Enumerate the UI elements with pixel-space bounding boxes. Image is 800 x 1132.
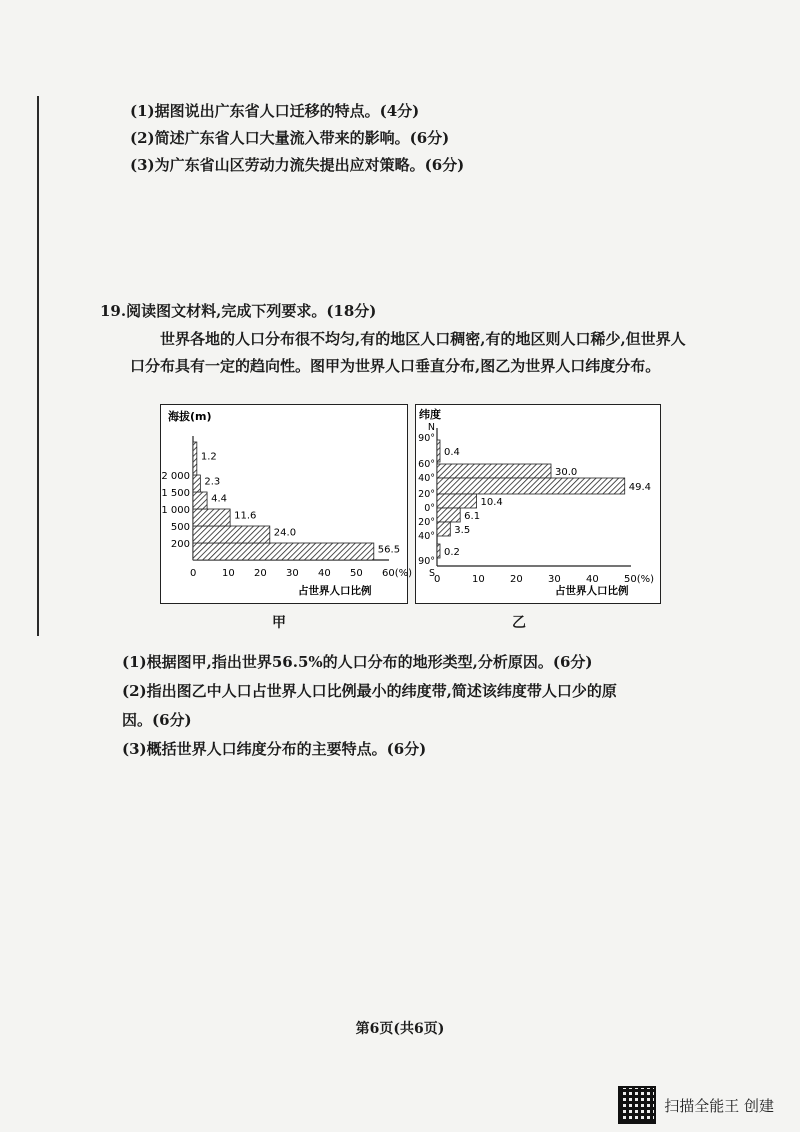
figure-label-yi: 乙 bbox=[512, 615, 526, 631]
chart-yi-x-tick: 20 bbox=[510, 574, 523, 585]
chart-jia-bar bbox=[193, 442, 197, 475]
chart-yi-svg bbox=[415, 404, 661, 604]
q18-item-1: (1)据图说出广东省人口迁移的特点。(4分) bbox=[130, 102, 420, 120]
chart-yi-y-tick: 20° bbox=[418, 489, 435, 500]
chart-jia-ylabel: 海拔(m) bbox=[168, 410, 212, 423]
chart-yi-x-tick: 40 bbox=[586, 574, 599, 585]
chart-jia-y-tick: 1 500 bbox=[161, 488, 190, 499]
chart-yi-bar bbox=[437, 494, 477, 508]
chart-yi-value-label: 3.5 bbox=[454, 525, 471, 536]
chart-jia-x-tick: 0 bbox=[190, 568, 197, 579]
chart-jia-bar bbox=[193, 492, 207, 509]
question-19-material bbox=[130, 326, 700, 380]
chart-jia-y-tick: 1 000 bbox=[161, 505, 190, 516]
chart-yi-ylabel: 纬度 bbox=[419, 408, 441, 421]
chart-jia-y-tick: 2 000 bbox=[161, 471, 190, 482]
chart-jia-value-label: 4.4 bbox=[211, 493, 227, 505]
chart-jia-bar bbox=[193, 475, 200, 492]
chart-yi-bar bbox=[437, 464, 551, 478]
chart-yi-bar bbox=[437, 508, 460, 522]
chart-jia-x-tick: 30 bbox=[286, 568, 299, 579]
chart-jia-value-label: 2.3 bbox=[204, 476, 221, 488]
chart-jia-y-tick: 200 bbox=[170, 539, 190, 550]
binding-margin-line bbox=[37, 96, 39, 636]
watermark-text: 扫描全能王 创建 bbox=[664, 1096, 774, 1115]
chart-yi-bar bbox=[437, 440, 440, 462]
chart-jia-value-label: 1.2 bbox=[200, 451, 217, 463]
chart-yi-y-tick: 60° bbox=[418, 459, 435, 470]
question-19-subquestions bbox=[122, 648, 702, 764]
chart-yi-x-tick: 10 bbox=[472, 574, 485, 585]
chart-yi-bar bbox=[437, 544, 440, 558]
chart-yi-bar bbox=[437, 522, 450, 536]
question-18-subquestions bbox=[130, 98, 464, 179]
figure-label-jia: 甲 bbox=[272, 615, 286, 631]
chart-jia-value-label: 24.0 bbox=[273, 527, 297, 539]
chart-yi-x-tick: 50(%) bbox=[624, 574, 655, 585]
chart-yi-y-tick: N bbox=[427, 422, 435, 433]
qr-code-icon bbox=[618, 1086, 656, 1124]
question-19-heading: 19.阅读图文材料,完成下列要求。(18分) bbox=[100, 302, 377, 320]
chart-elevation-distribution bbox=[160, 404, 413, 608]
chart-yi-y-tick: 20° bbox=[418, 517, 435, 528]
chart-yi-value-label: 30.0 bbox=[555, 467, 578, 478]
chart-yi-y-tick: 40° bbox=[418, 473, 435, 484]
chart-jia-bar bbox=[193, 509, 230, 526]
q19-sub-2-cont: 因。(6分) bbox=[122, 711, 192, 729]
scanner-watermark bbox=[618, 1086, 774, 1124]
material-paragraph: 世界各地的人口分布很不均匀,有的地区人口稠密,有的地区则人口稀少,但世界人口分布具有一定的趋向性。图甲为世界人口垂直分布,图乙为世界人口纬度分布。 bbox=[130, 330, 686, 375]
chart-yi-bar bbox=[437, 478, 625, 494]
q19-sub-2: (2)指出图乙中人口占世界人口比例最小的纬度带,简述该纬度带人口少的原 bbox=[122, 682, 617, 700]
chart-latitude-distribution bbox=[415, 404, 661, 608]
q19-sub-1: (1)根据图甲,指出世界56.5%的人口分布的地形类型,分析原因。(6分) bbox=[122, 653, 593, 671]
chart-jia-x-tick: 20 bbox=[254, 568, 267, 579]
chart-yi-xlabel: 占世界人口比例 bbox=[555, 585, 629, 597]
chart-jia-bar bbox=[193, 526, 270, 543]
chart-yi-x-tick: 30 bbox=[548, 574, 561, 585]
page-footer: 第6页(共6页) bbox=[355, 1021, 445, 1037]
chart-jia-x-tick: 40 bbox=[318, 568, 331, 579]
chart-yi-y-tick: 90° bbox=[418, 433, 435, 444]
chart-jia-bar bbox=[193, 543, 374, 560]
chart-yi-y-tick: 0° bbox=[424, 503, 435, 514]
chart-jia-value-label: 56.5 bbox=[377, 544, 401, 556]
chart-jia-x-tick: 60(%) bbox=[382, 568, 413, 579]
chart-yi-y-tick: 40° bbox=[418, 531, 435, 542]
chart-jia-y-tick: 500 bbox=[170, 522, 190, 533]
chart-yi-value-label: 6.1 bbox=[464, 511, 481, 522]
chart-jia-xlabel: 占世界人口比例 bbox=[298, 585, 372, 597]
chart-yi-value-label: 0.4 bbox=[444, 447, 460, 458]
q18-item-3: (3)为广东省山区劳动力流失提出应对策略。(6分) bbox=[130, 156, 465, 174]
chart-yi-x-tick: 0 bbox=[434, 574, 441, 585]
q19-sub-3: (3)概括世界人口纬度分布的主要特点。(6分) bbox=[122, 740, 427, 758]
chart-yi-value-label: 10.4 bbox=[480, 497, 503, 508]
chart-jia-value-label: 11.6 bbox=[234, 510, 257, 522]
chart-jia-svg bbox=[160, 404, 413, 604]
chart-yi-y-tick: 90° bbox=[418, 556, 435, 567]
chart-jia-x-tick: 10 bbox=[222, 568, 235, 579]
chart-yi-value-label: 0.2 bbox=[444, 547, 460, 558]
q18-item-2: (2)简述广东省人口大量流入带来的影响。(6分) bbox=[130, 129, 450, 147]
chart-jia-x-tick: 50 bbox=[350, 568, 363, 579]
chart-yi-y-tick: S bbox=[428, 568, 435, 579]
chart-yi-value-label: 49.4 bbox=[628, 482, 651, 493]
